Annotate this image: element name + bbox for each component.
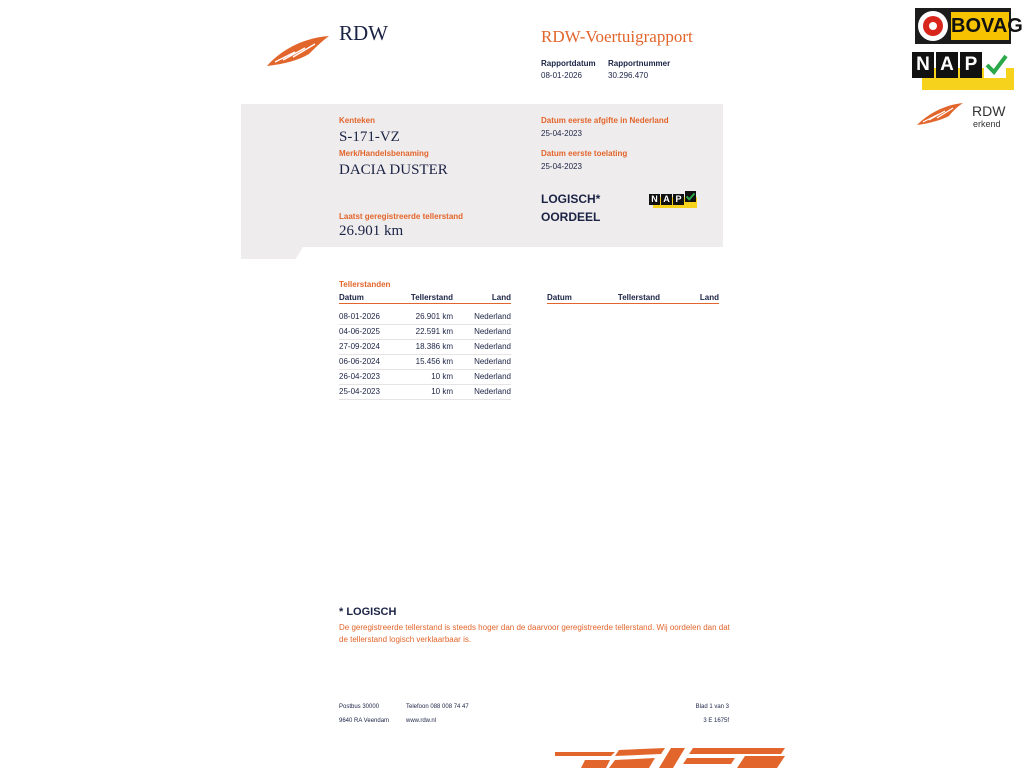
first-issue-nl-value: 25-04-2023 (541, 129, 582, 138)
col-odometer-header: Tellerstand (410, 293, 453, 302)
report-number-label: Rapportnummer (608, 59, 671, 68)
footnote-title: * LOGISCH (339, 606, 397, 618)
bovag-logo (915, 8, 1023, 44)
rdw-stripes-icon (555, 746, 785, 768)
first-admission-label: Datum eerste toelating (541, 149, 628, 158)
row-country: Nederland (474, 387, 511, 396)
first-admission-value: 25-04-2023 (541, 162, 582, 171)
row-odometer: 18.386 km (415, 342, 453, 351)
footer-page: Blad 1 van 3 (695, 704, 729, 710)
report-date-label: Rapportdatum (541, 59, 596, 68)
check-icon (984, 52, 1006, 78)
verdict-line2: OORDEEL (541, 210, 601, 224)
row-country: Nederland (474, 312, 511, 321)
brand-title: RDW (339, 21, 388, 45)
row-odometer: 10 km (431, 387, 453, 396)
col-country-header: Land (491, 293, 511, 302)
nap-badge (649, 189, 697, 208)
footer-code: 3 E 1675f (703, 718, 729, 724)
footer-address1: Postbus 30000 (339, 704, 380, 710)
table-row (339, 325, 511, 340)
table-row (339, 385, 511, 400)
vehicle-summary-panel (241, 104, 723, 247)
plate-value: S-171-VZ (339, 129, 400, 145)
row-country: Nederland (474, 372, 511, 381)
nap-logo-letter: A (936, 52, 958, 78)
odometer-value: 26.901 km (339, 223, 404, 239)
footnote-text: De geregistreerde tellerstand is steeds hoger dan de daarvoor geregistreerde tellerstand. Wij oordelen dan dat de tellerstand logisch verklaarbaar is. (339, 623, 730, 644)
footer-web[interactable]: www.rdw.nl (406, 718, 437, 724)
rdw-erkend-sub: erkend (973, 119, 1001, 129)
nap-badge-letter: P (673, 194, 684, 205)
row-date: 25-04-2023 (339, 387, 380, 396)
bovag-wordmark: BOVAG (951, 12, 1009, 40)
row-country: Nederland (474, 342, 511, 351)
make-value: DACIA DUSTER (339, 162, 448, 178)
nap-logo (912, 50, 1014, 90)
bovag-disc-icon (918, 11, 948, 41)
row-country: Nederland (474, 327, 511, 336)
first-issue-nl-label: Datum eerste afgifte in Nederland (541, 116, 669, 125)
rdw-erkend-word: RDW (972, 103, 1006, 119)
make-label: Merk/Handelsbenaming (339, 149, 429, 158)
nap-badge-letter: N (649, 194, 660, 205)
row-date: 08-01-2026 (339, 312, 380, 321)
nap-logo-letter: N (912, 52, 934, 78)
row-date: 04-06-2025 (339, 327, 380, 336)
verdict (541, 190, 600, 226)
row-odometer: 10 km (431, 372, 453, 381)
table-header (547, 293, 719, 304)
table-row (339, 340, 511, 355)
row-date: 27-09-2024 (339, 342, 380, 351)
col-country-header: Land (699, 293, 719, 302)
footer-address2: 9640 RA Veendam (339, 718, 390, 724)
report-number: 30.296.470 (608, 71, 649, 80)
report-date: 08-01-2026 (541, 71, 582, 80)
check-icon (685, 191, 696, 202)
readings-title: Tellerstanden (339, 280, 391, 289)
row-odometer: 22.591 km (415, 327, 453, 336)
row-date: 26-04-2023 (339, 372, 380, 381)
table-row (339, 310, 511, 325)
footer-phone: Telefoon 088 008 74 47 (406, 704, 469, 710)
rdw-logo-icon (265, 34, 331, 68)
nap-logo-letter: P (960, 52, 982, 78)
panel-tail (241, 247, 303, 259)
verdict-line1: LOGISCH* (541, 192, 601, 206)
plate-label: Kenteken (339, 116, 376, 125)
rdw-erkend-feather-icon (915, 101, 965, 127)
col-date-header: Datum (547, 293, 572, 302)
row-odometer: 15.456 km (415, 357, 453, 366)
table-row (339, 370, 511, 385)
table-header (339, 293, 511, 304)
row-country: Nederland (474, 357, 511, 366)
report-title: RDW-Voertuigrapport (541, 27, 693, 46)
col-date-header: Datum (339, 293, 364, 302)
nap-badge-letter: A (661, 194, 672, 205)
readings-table-right (547, 293, 719, 304)
col-odometer-header: Tellerstand (617, 293, 660, 302)
table-row (339, 355, 511, 370)
readings-table-left (339, 293, 511, 400)
row-odometer: 26.901 km (415, 312, 453, 321)
odometer-label: Laatst geregistreerde tellerstand (339, 212, 464, 221)
row-date: 06-06-2024 (339, 357, 380, 366)
